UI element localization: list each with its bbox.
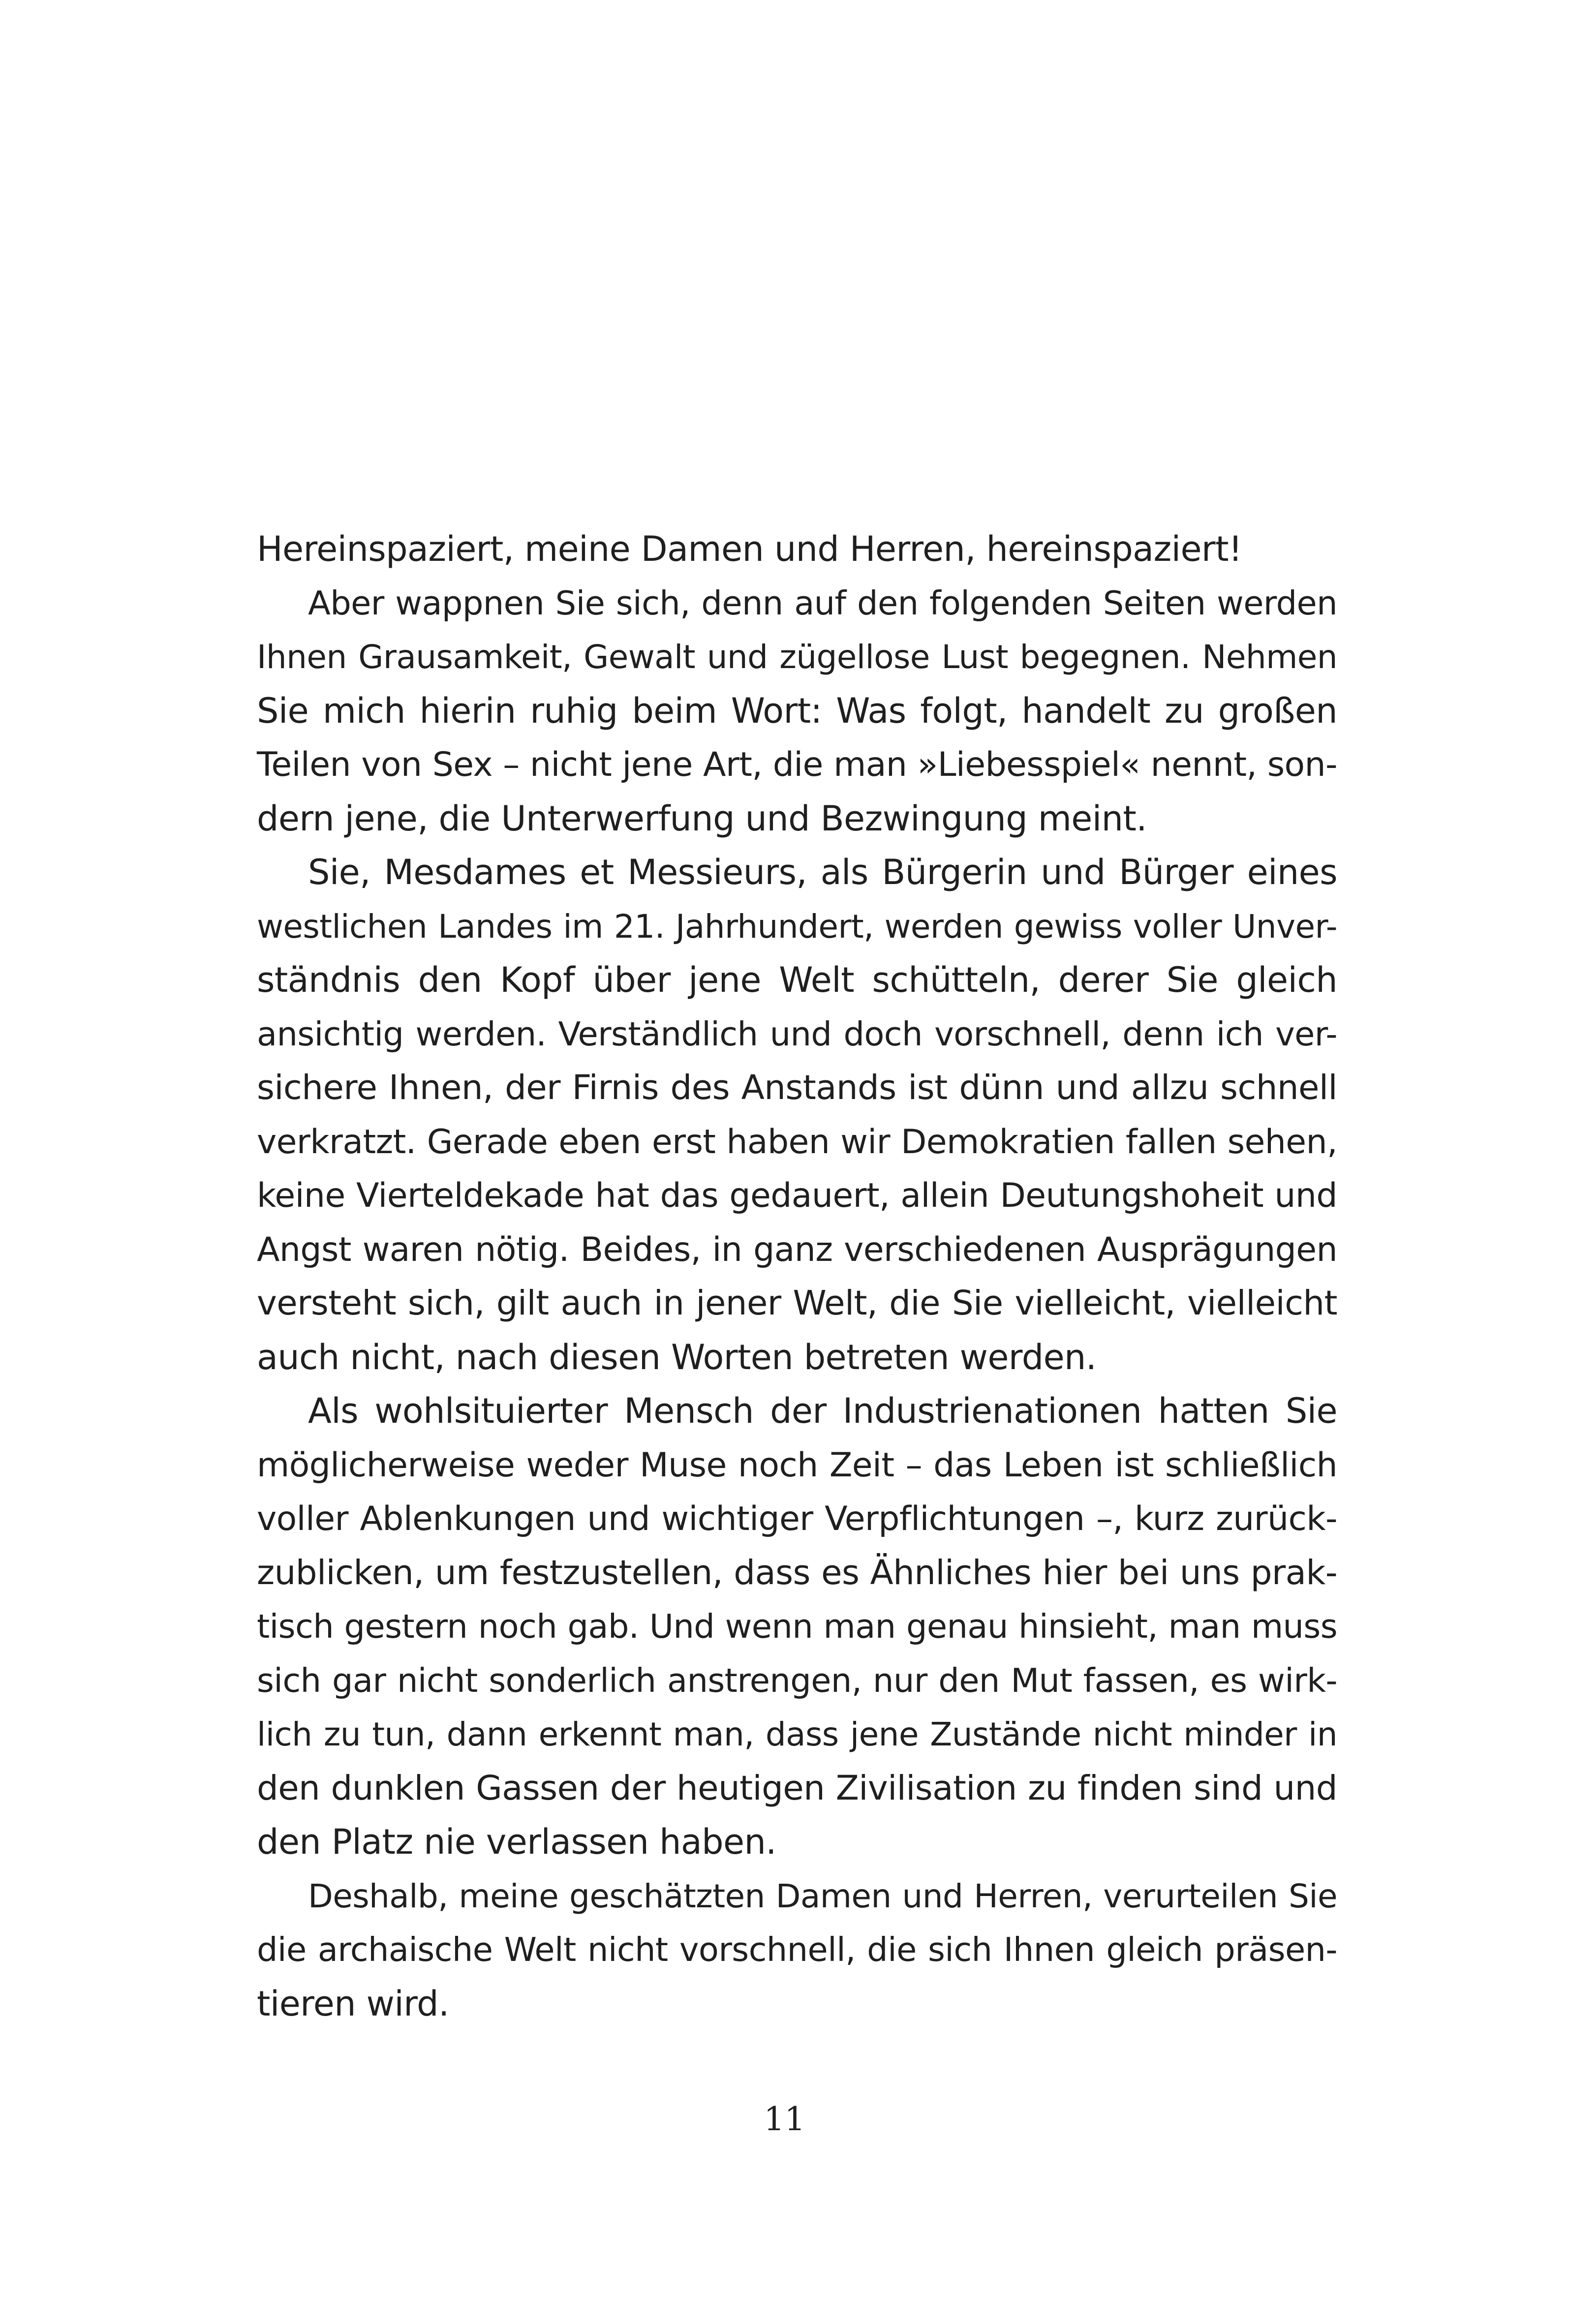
text-line: voller Ablenkungen und wichtiger Verpflichtungen –, kurz zurück- [257, 1499, 1337, 1538]
text-line: auch nicht, nach diesen Worten betreten werden. [257, 1337, 1097, 1377]
text-line: verkratzt. Gerade eben erst haben wir Demokratien fallen sehen, [257, 1122, 1337, 1162]
text-line: Hereinspaziert, meine Damen und Herren, hereinspaziert! [257, 529, 1242, 569]
text-line: dern jene, die Unterwerfung und Bezwingung meint. [257, 798, 1147, 839]
text-line: versteht sich, gilt auch in jener Welt, die Sie vielleicht, vielleicht [257, 1284, 1337, 1323]
text-line: Sie, Mesdames et Messieurs, als Bürgerin und Bürger eines [308, 852, 1337, 892]
text-line: Deshalb, meine geschätzten Damen und Herren, verurteilen Sie [308, 1877, 1337, 1915]
text-line: Ihnen Grausamkeit, Gewalt und zügellose Lust begegnen. Nehmen [257, 638, 1337, 676]
text-line: westlichen Landes im 21. Jahrhundert, werden gewiss voller Unver- [257, 907, 1337, 946]
text-line: zublicken, um festzustellen, dass es Ähnliches hier bei uns prak- [257, 1553, 1337, 1592]
text-line: tieren wird. [257, 1983, 449, 2024]
text-line: Als wohlsituierter Mensch der Industrienationen hatten Sie [308, 1391, 1337, 1431]
page-number: 11 [764, 2100, 805, 2138]
text-line: möglicherweise weder Muse noch Zeit – das Leben ist schließlich [257, 1445, 1337, 1485]
text-line: keine Vierteldekade hat das gedauert, allein Deutungshoheit und [257, 1176, 1337, 1215]
text-line: sichere Ihnen, der Firnis des Anstands ist dünn und allzu schnell [257, 1068, 1337, 1107]
text-line: Angst waren nötig. Beides, in ganz verschiedenen Ausprägungen [257, 1230, 1337, 1269]
text-line: Sie mich hierin ruhig beim Wort: Was folgt, handelt zu großen [257, 690, 1337, 731]
text-line: ständnis den Kopf über jene Welt schütteln, derer Sie gleich [257, 960, 1337, 1000]
text-line: tisch gestern noch gab. Und wenn man genau hinsieht, man muss [257, 1607, 1337, 1646]
text-line: den Platz nie verlassen haben. [257, 1822, 776, 1862]
text-line: Aber wappnen Sie sich, denn auf den folgenden Seiten werden [308, 583, 1337, 622]
text-line: lich zu tun, dann erkennt man, dass jene Zustände nicht minder in [257, 1715, 1337, 1753]
text-line: ansichtig werden. Verständlich und doch vorschnell, denn ich ver- [257, 1014, 1337, 1053]
text-line: den dunklen Gassen der heutigen Zivilisation zu finden sind und [257, 1768, 1337, 1808]
text-line: die archaische Welt nicht vorschnell, die sich Ihnen gleich präsen- [257, 1930, 1337, 1969]
text-line: Teilen von Sex – nicht jene Art, die man »Liebesspiel« nennt, son- [257, 745, 1337, 784]
body-text [257, 522, 1337, 2031]
text-line: sich gar nicht sonderlich anstrengen, nur den Mut fassen, es wirk- [257, 1661, 1337, 1700]
